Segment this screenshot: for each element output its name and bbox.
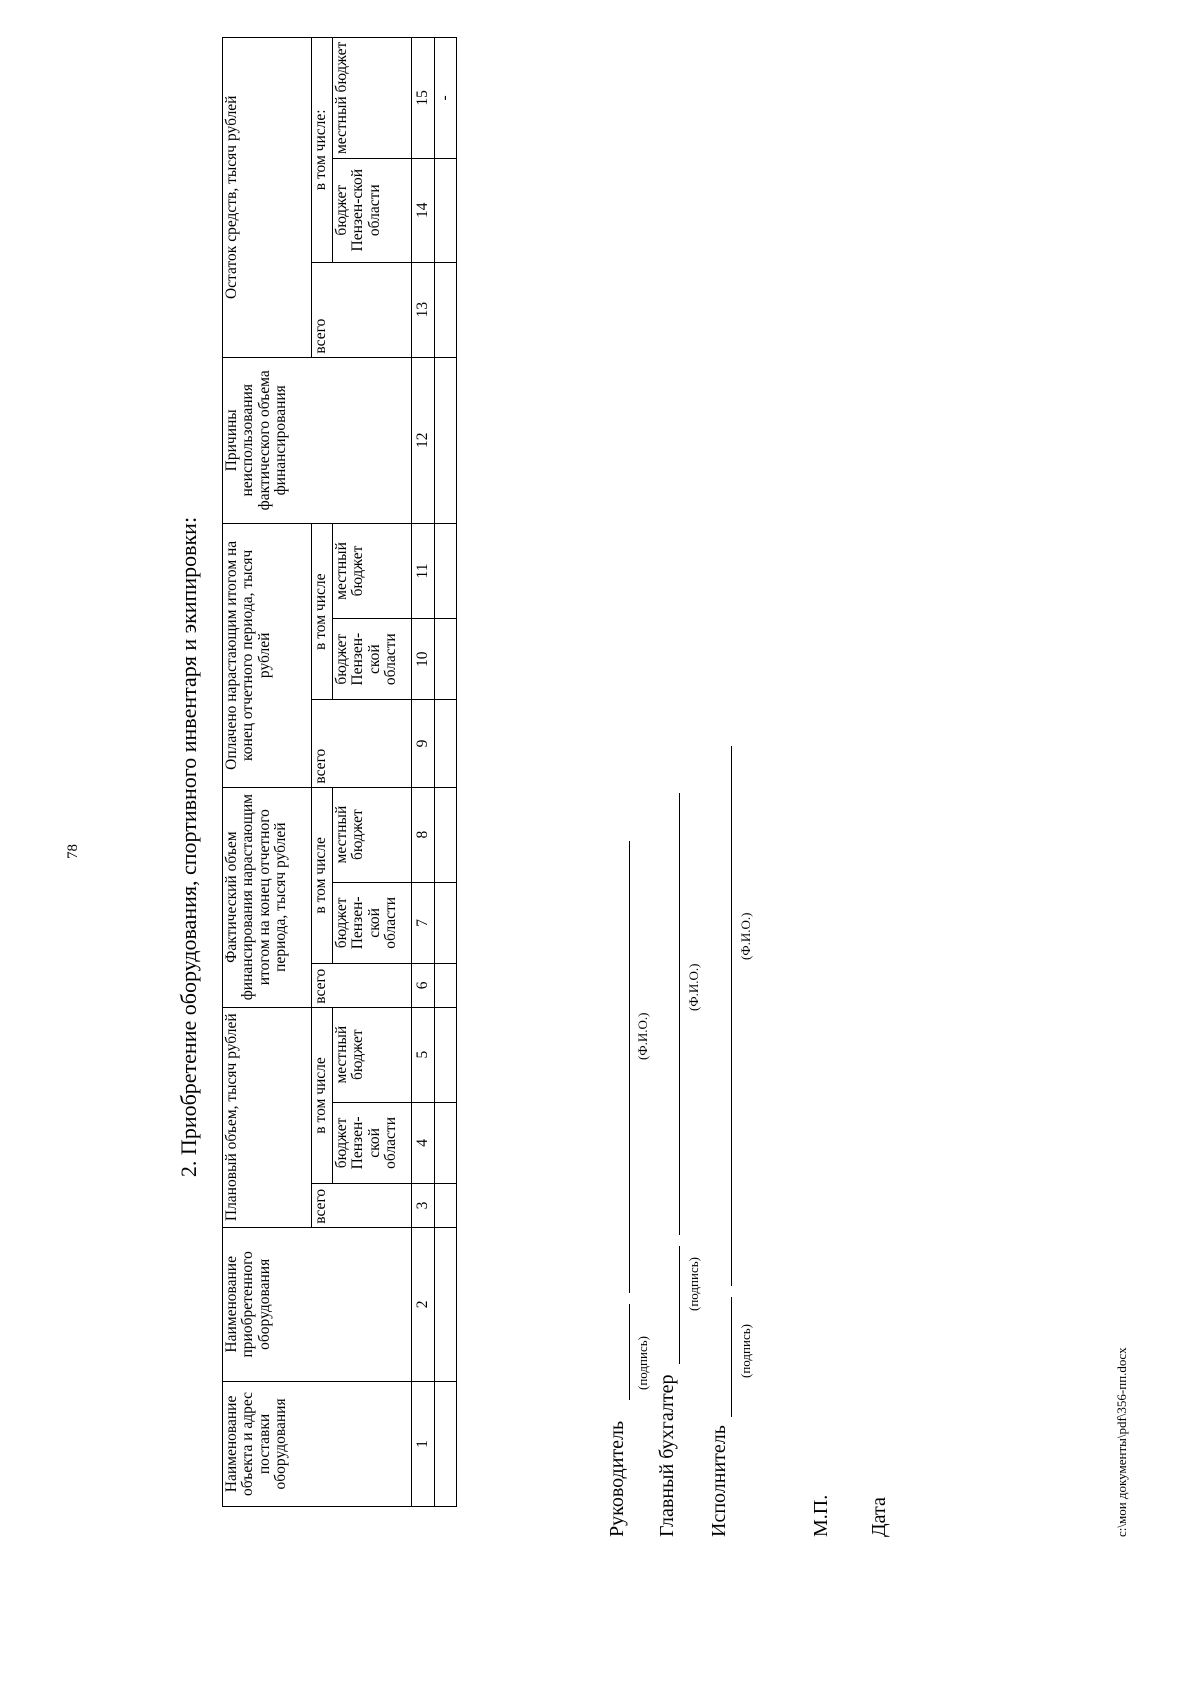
executor-label: Исполнитель [708, 1425, 730, 1537]
table-cell [435, 964, 457, 1008]
column-number: 5 [412, 1007, 435, 1102]
table-cell [435, 787, 457, 882]
column-number: 12 [412, 357, 435, 523]
actual-regional: бюджет Пензен-ской области [333, 882, 412, 964]
table-cell [435, 524, 457, 619]
remaining-total: всего [312, 262, 412, 357]
paid-including: в том числе [312, 524, 333, 700]
table-cell [435, 1007, 457, 1102]
header-row-1 [223, 38, 312, 1507]
head-signature-hint: (подпись) [635, 1336, 650, 1390]
column-number: 7 [412, 882, 435, 964]
paid-regional: бюджет Пензен-ской области [333, 618, 412, 700]
paid-total: всего [312, 700, 412, 787]
remaining-regional: бюджет Пензен-ской области [333, 158, 412, 262]
header-planned: Плановый объем, тысяч рублей [223, 1007, 312, 1227]
column-number: 11 [412, 524, 435, 619]
column-number: 6 [412, 964, 435, 1008]
footer-file-path: c:\мои документы\pdf\356-пп.docx [1114, 1347, 1129, 1537]
page-number: 78 [65, 844, 81, 859]
table-cell [435, 1184, 457, 1228]
executor-name-line [731, 746, 732, 1286]
data-row [435, 38, 457, 1507]
report-table [222, 37, 457, 1507]
column-number: 15 [412, 38, 435, 159]
chief-accountant-label: Главный бухгалтер [656, 1374, 678, 1537]
actual-total: всего [312, 964, 412, 1008]
column-number-row [412, 38, 435, 1507]
planned-regional: бюджет Пензен-ской области [333, 1102, 412, 1184]
table-cell [435, 700, 457, 787]
column-number: 13 [412, 262, 435, 357]
header-object: Наименование объекта и адрес поставки оборудования [223, 1381, 412, 1506]
actual-including: в том числе [312, 787, 333, 964]
executor-name-hint: (Ф.И.О.) [738, 912, 753, 960]
header-paid: Оплачено нарастающим итогом на конец отчетного периода, тысяч рублей [223, 524, 312, 788]
table-cell [435, 262, 457, 357]
column-number: 9 [412, 700, 435, 787]
executor-signature-hint: (подпись) [738, 1324, 753, 1378]
accountant-name-hint: (Ф.И.О.) [686, 963, 701, 1011]
table-cell [435, 1227, 457, 1381]
table-cell [435, 882, 457, 964]
section-title: 2. Приобретение оборудования, спортивного инвентаря и экипировки: [176, 516, 201, 1178]
date-label: Дата [868, 1497, 890, 1537]
stamp-label: М.П. [810, 1494, 832, 1537]
table-cell [435, 357, 457, 523]
column-number: 3 [412, 1184, 435, 1228]
table-cell: - [435, 38, 457, 159]
remaining-including: в том числе: [312, 38, 333, 263]
header-actual: Фактический объем финансирования нарастающим итогом на конец отчетного периода, тысяч рублей [223, 787, 312, 1007]
head-name-line [629, 841, 630, 1293]
column-number: 2 [412, 1227, 435, 1381]
table-cell [435, 1102, 457, 1184]
accountant-signature-hint: (подпись) [686, 1257, 701, 1311]
paid-local: местный бюджет [333, 524, 412, 619]
table-cell [435, 618, 457, 700]
header-equipment: Наименование приобретенного оборудования [223, 1227, 412, 1381]
column-number: 10 [412, 618, 435, 700]
remaining-local: местный бюджет [333, 38, 412, 159]
accountant-signature-line [679, 1246, 680, 1364]
planned-total: всего [312, 1184, 412, 1228]
accountant-name-line [679, 793, 680, 1235]
header-remaining: Остаток средств, тысяч рублей [223, 38, 312, 358]
planned-including: в том числе [312, 1007, 333, 1183]
head-label: Руководитель [606, 1420, 628, 1537]
actual-local: местный бюджет [333, 787, 412, 882]
head-name-hint: (Ф.И.О.) [635, 1012, 650, 1060]
header-reasons: Причины неиспользования фактического объема финансирования [223, 357, 412, 523]
table-cell [435, 158, 457, 262]
column-number: 1 [412, 1381, 435, 1506]
column-number: 8 [412, 787, 435, 882]
column-number: 14 [412, 158, 435, 262]
executor-signature-line [731, 1297, 732, 1417]
head-signature-line [629, 1304, 630, 1400]
table-cell [435, 1381, 457, 1506]
column-number: 4 [412, 1102, 435, 1184]
planned-local: местный бюджет [333, 1007, 412, 1102]
